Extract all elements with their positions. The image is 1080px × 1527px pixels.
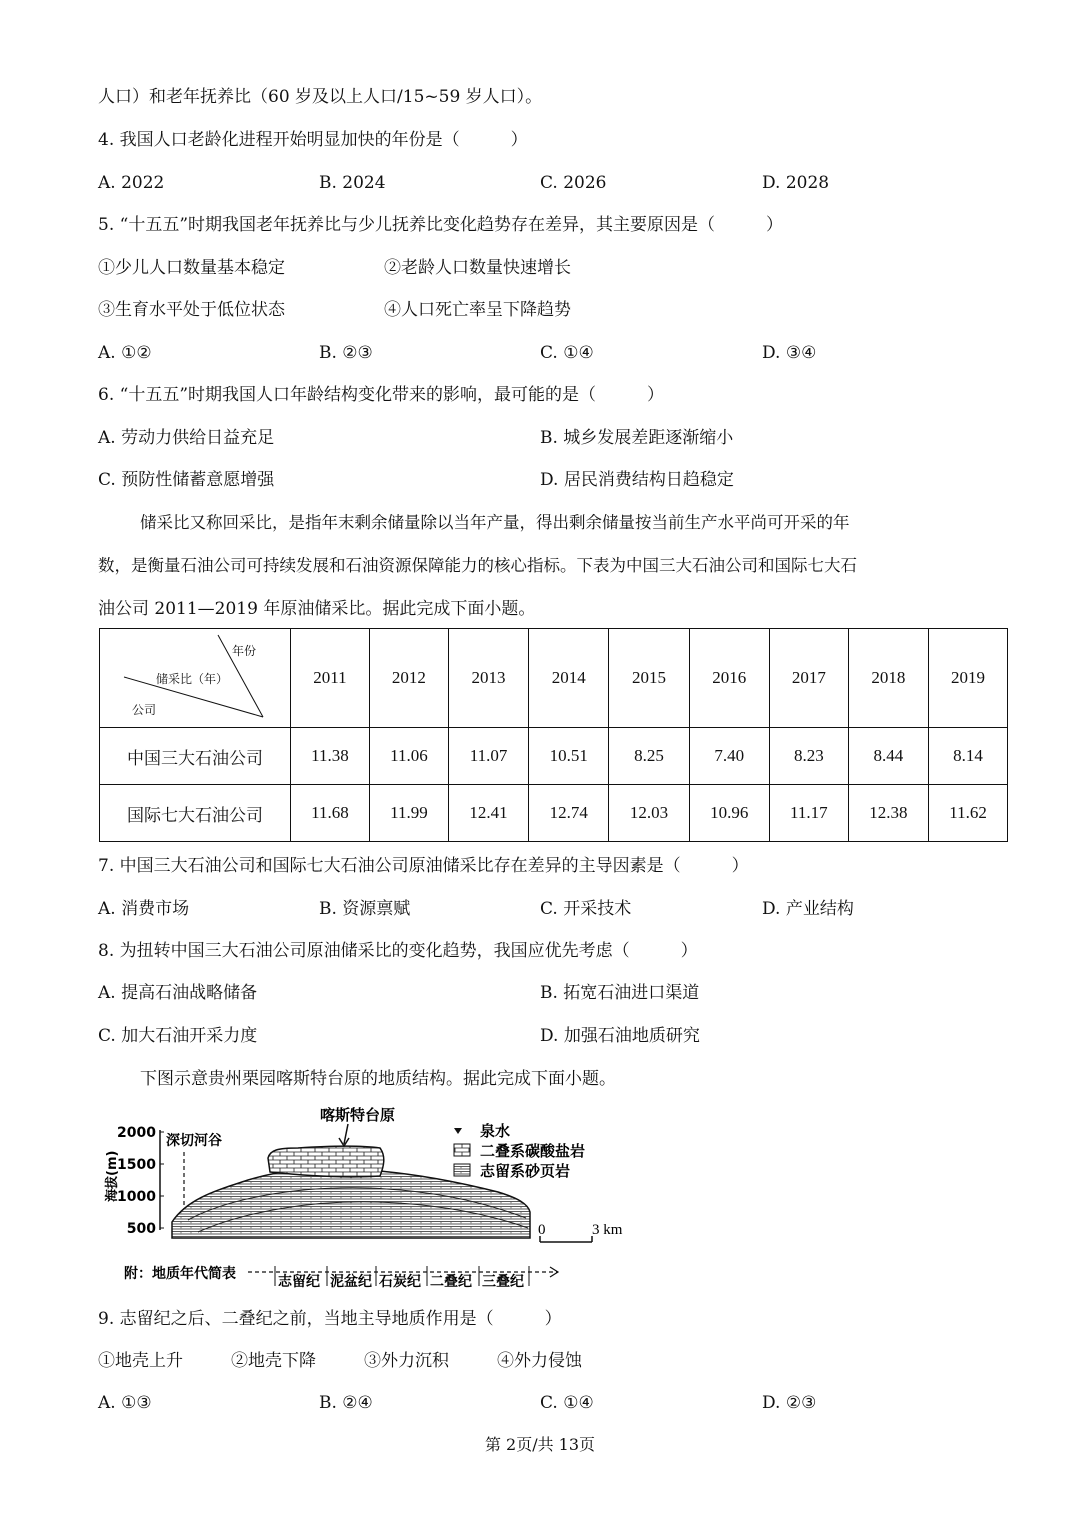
q9-option-b: B. ②④ (319, 1393, 373, 1413)
period-triassic: 三叠纪 (482, 1274, 524, 1290)
q9-option-a: A. ①③ (98, 1393, 152, 1413)
table-cell: 8.23 (769, 728, 848, 785)
year-header: 2017 (769, 629, 848, 728)
q9-statement-3: ③外力沉积 (364, 1351, 449, 1371)
table-cell: 10.51 (529, 728, 609, 785)
table-cell: 11.68 (291, 785, 370, 842)
q8-option-b: B. 拓宽石油进口渠道 (540, 983, 700, 1003)
intro-continuation: 人口）和老年抚养比（60 岁及以上人口/15~59 岁人口）。 (98, 87, 543, 107)
table-header-row (100, 629, 1008, 728)
question-6: 6. “十五五”时期我国人口年龄结构变化带来的影响，最可能的是（ ） (98, 385, 665, 405)
year-header: 2011 (291, 629, 370, 728)
table-cell: 12.03 (609, 785, 689, 842)
legend-carbonate: 二叠系碳酸盐岩 (480, 1142, 586, 1160)
table-cell: 7.40 (689, 728, 769, 785)
year-header: 2013 (448, 629, 528, 728)
q6-option-c: C. 预防性储蓄意愿增强 (98, 470, 275, 490)
q5-option-d: D. ③④ (762, 343, 817, 363)
legend-spring: 泉水 (480, 1122, 511, 1140)
q7-option-c: C. 开采技术 (540, 899, 632, 919)
q8-option-a: A. 提高石油战略储备 (98, 983, 258, 1003)
table-cell: 12.38 (848, 785, 928, 842)
table-corner-cell (100, 629, 291, 728)
question-4: 4. 我国人口老龄化进程开始明显加快的年份是（ ） (98, 130, 528, 150)
question-7: 7. 中国三大石油公司和国际七大石油公司原油储采比存在差异的主导因素是（ ） (98, 856, 749, 876)
reserve-ratio-paragraph-2: 数，是衡量石油公司可持续发展和石油资源保障能力的核心指标。下表为中国三大石油公司和国际七大石 (98, 556, 857, 575)
spring-icon (454, 1128, 462, 1134)
q9-option-d: D. ②③ (762, 1393, 817, 1413)
permian-carbonate-plateau (268, 1146, 384, 1177)
q4-option-a: A. 2022 (98, 173, 165, 193)
table-row (100, 728, 1008, 785)
table-cell: 11.06 (369, 728, 448, 785)
q9-option-c: C. ①④ (540, 1393, 594, 1413)
q9-statement-1: ①地壳上升 (98, 1351, 183, 1371)
table-cell: 8.25 (609, 728, 689, 785)
q5-statement-2: ②老龄人口数量快速增长 (384, 258, 571, 278)
sandstone-legend-icon (454, 1164, 470, 1176)
year-header: 2015 (609, 629, 689, 728)
valley-label: 深切河谷 (166, 1133, 222, 1149)
table-cell: 10.96 (689, 785, 769, 842)
q7-option-a: A. 消费市场 (98, 899, 190, 919)
question-8: 8. 为扭转中国三大石油公司原油储采比的变化趋势，我国应优先考虑（ ） (98, 941, 698, 961)
year-header: 2016 (689, 629, 769, 728)
year-header: 2014 (529, 629, 609, 728)
q5-option-c: C. ①④ (540, 343, 594, 363)
ytick-1000: 1000 (117, 1189, 156, 1205)
table-cell: 12.41 (448, 785, 528, 842)
q6-option-a: A. 劳动力供给日益充足 (98, 428, 275, 448)
table-cell: 11.07 (448, 728, 528, 785)
carbonate-legend-icon (454, 1144, 470, 1156)
table-cell: 11.99 (369, 785, 448, 842)
period-carboniferous: 石炭纪 (379, 1274, 421, 1290)
timeline-label: 附：地质年代简表 (124, 1266, 236, 1282)
q5-statement-1: ①少儿人口数量基本稳定 (98, 258, 285, 278)
corner-ratio-label: 储采比（年） (156, 672, 229, 686)
corner-company-label: 公司 (132, 703, 157, 717)
table-cell: 11.17 (769, 785, 848, 842)
scale-value: 3 km (592, 1222, 623, 1238)
year-header: 2019 (929, 629, 1008, 728)
table-cell: 8.14 (929, 728, 1008, 785)
q5-statement-4: ④人口死亡率呈下降趋势 (384, 300, 571, 320)
q7-option-d: D. 产业结构 (762, 899, 854, 919)
question-9: 9. 志留纪之后、二叠纪之前，当地主导地质作用是（ ） (98, 1309, 562, 1329)
q4-option-b: B. 2024 (319, 173, 386, 193)
period-silurian: 志留纪 (278, 1274, 320, 1290)
corner-year-label: 年份 (232, 644, 257, 658)
q5-option-a: A. ①② (98, 343, 152, 363)
table-cell: 8.44 (848, 728, 928, 785)
reserve-ratio-paragraph-1: 储采比又称回采比，是指年末剩余储量除以当年产量，得出剩余储量按当前生产水平尚可开采的年 (140, 513, 850, 532)
q9-statement-4: ④外力侵蚀 (497, 1351, 582, 1371)
period-permian: 二叠纪 (430, 1274, 472, 1290)
ytick-2000: 2000 (117, 1125, 156, 1141)
q6-option-b: B. 城乡发展差距逐渐缩小 (540, 428, 734, 448)
q7-option-b: B. 资源禀赋 (319, 899, 411, 919)
q4-option-c: C. 2026 (540, 173, 607, 193)
y-axis-label: 海拔(m) (105, 1150, 120, 1202)
table-cell: 12.74 (529, 785, 609, 842)
year-header: 2018 (848, 629, 928, 728)
q4-option-d: D. 2028 (762, 173, 830, 193)
q9-statement-2: ②地壳下降 (231, 1351, 316, 1371)
q8-option-c: C. 加大石油开采力度 (98, 1026, 258, 1046)
year-header: 2012 (369, 629, 448, 728)
q6-option-d: D. 居民消费结构日趋稳定 (540, 470, 734, 490)
reserve-ratio-table (99, 628, 1008, 842)
period-devonian: 泥盆纪 (330, 1274, 372, 1290)
company-name: 国际七大石油公司 (100, 785, 291, 842)
scale-zero: 0 (538, 1222, 546, 1238)
q5-option-b: B. ②③ (319, 343, 373, 363)
company-name: 中国三大石油公司 (100, 728, 291, 785)
plateau-label: 喀斯特台原 (320, 1106, 396, 1124)
ytick-1500: 1500 (117, 1157, 156, 1173)
table-cell: 11.38 (291, 728, 370, 785)
ytick-500: 500 (126, 1221, 156, 1237)
legend-sandstone: 志留系砂页岩 (480, 1162, 571, 1180)
q5-statement-3: ③生育水平处于低位状态 (98, 300, 285, 320)
page-footer: 第 2页/共 13页 (484, 1435, 596, 1454)
reserve-ratio-paragraph-3: 油公司 2011—2019 年原油储采比。据此完成下面小题。 (98, 599, 536, 619)
figure-intro: 下图示意贵州栗园喀斯特台原的地质结构。据此完成下面小题。 (140, 1069, 616, 1089)
question-5: 5. “十五五”时期我国老年抚养比与少儿抚养比变化趋势存在差异，其主要原因是（ ） (98, 215, 784, 235)
table-cell: 11.62 (929, 785, 1008, 842)
q8-option-d: D. 加强石油地质研究 (540, 1026, 700, 1046)
table-row (100, 785, 1008, 842)
karst-geology-figure (98, 1100, 658, 1300)
